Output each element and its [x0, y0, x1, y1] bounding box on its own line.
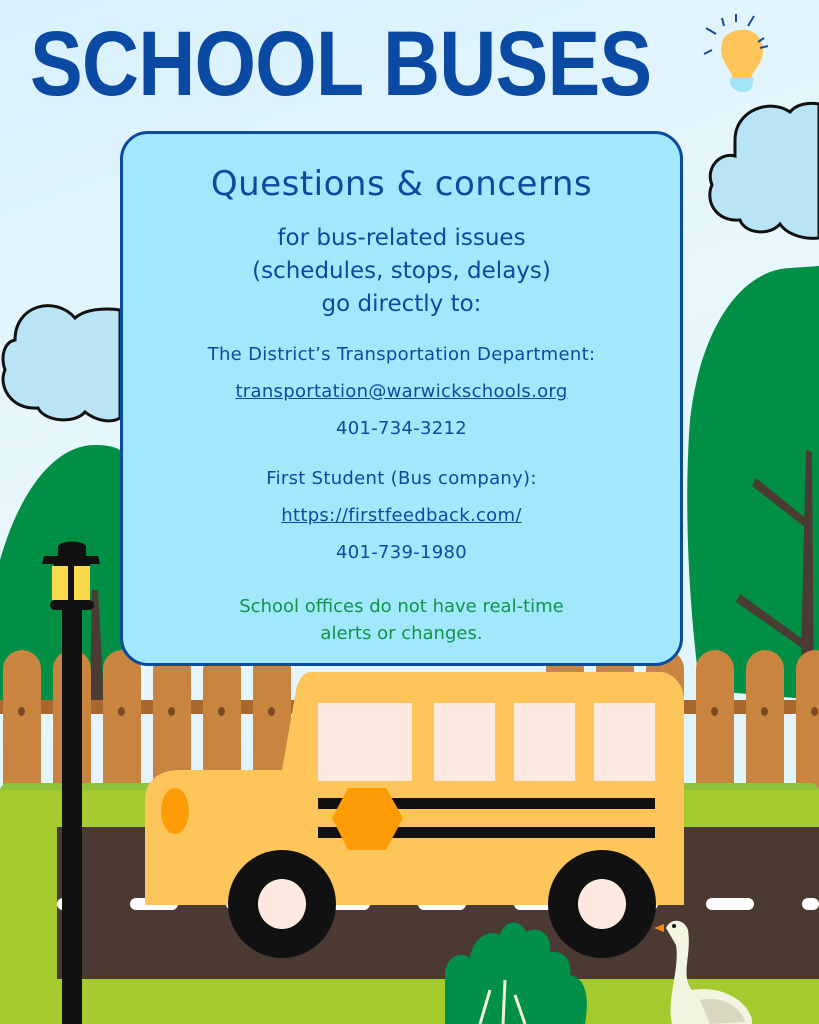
note-line-2: alerts or changes.: [320, 623, 483, 644]
intro-line-2: (schedules, stops, delays): [252, 258, 551, 284]
district-email-link[interactable]: transportation@warwickschools.org: [235, 381, 568, 402]
intro-line-1: for bus-related issues: [277, 225, 526, 251]
goose-icon: [654, 921, 752, 1024]
lamp-post-icon: [42, 542, 100, 1024]
company-label: First Student (Bus company):: [266, 468, 537, 489]
district-label: The District’s Transportation Department:: [207, 344, 596, 365]
district-phone: 401-734-3212: [335, 418, 468, 439]
card-heading: Questions & concerns: [210, 164, 593, 204]
note-line-1: School offices do not have real-time: [239, 596, 564, 617]
school-bus: [145, 672, 684, 958]
company-phone: 401-739-1980: [335, 542, 468, 563]
company-url-link[interactable]: https://firstfeedback.com/: [281, 505, 522, 526]
poster-title: SCHOOL BUSES: [30, 13, 652, 115]
intro-line-3: go directly to:: [321, 291, 482, 317]
